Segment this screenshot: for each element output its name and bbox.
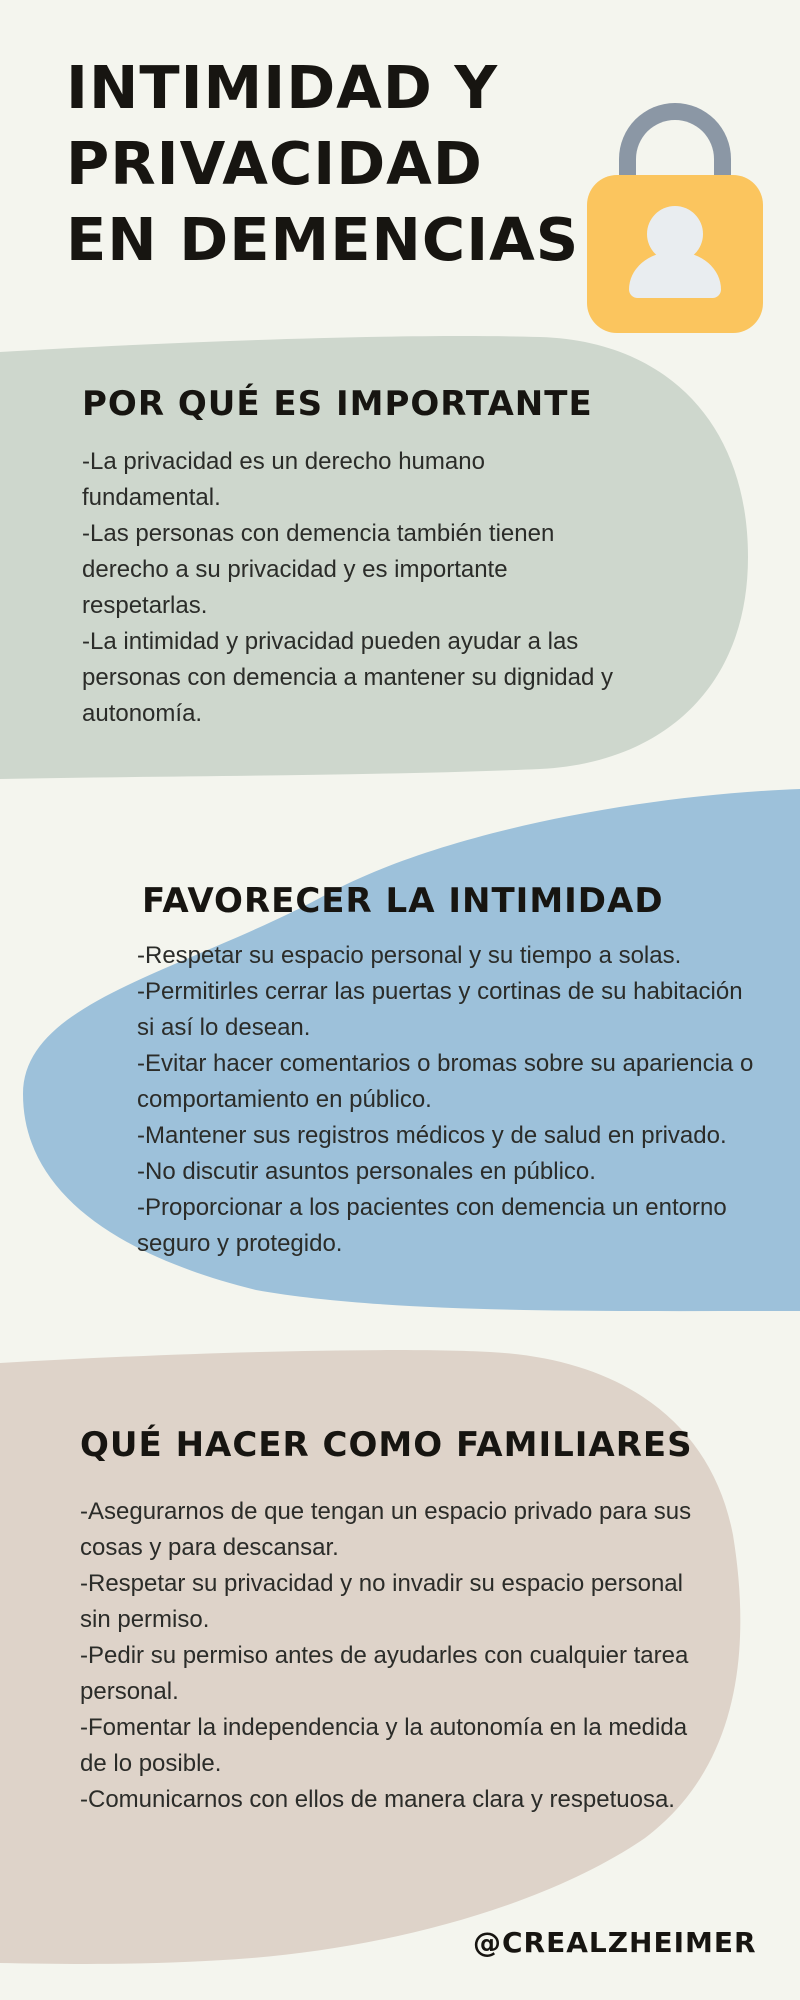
bullet-item: -Respetar su privacidad y no invadir su espacio personal sin permiso. bbox=[80, 1570, 683, 1633]
page-title-line: EN DEMENCIAS bbox=[66, 205, 580, 274]
section-bullets-importance bbox=[82, 444, 627, 732]
page-title-line: INTIMIDAD Y bbox=[66, 53, 499, 122]
section-heading-importance: POR QUÉ ES IMPORTANTE bbox=[82, 384, 593, 424]
bullet-item: -Fomentar la independencia y la autonomía en la medida de lo posible. bbox=[80, 1714, 688, 1777]
bullet-item: -Proporcionar a los pacientes con demencia un entorno seguro y protegido. bbox=[137, 1194, 727, 1257]
bullet-item: -Respetar su espacio personal y su tiempo a solas. bbox=[137, 942, 682, 969]
bullet-item: -Las personas con demencia también tienen derecho a su privacidad y es importante respetarlas. bbox=[82, 520, 555, 619]
bullet-item: -La privacidad es un derecho humano fundamental. bbox=[82, 448, 485, 511]
section-bullets-family bbox=[80, 1494, 715, 1818]
page-title bbox=[66, 50, 579, 278]
social-handle: @CREALZHEIMER bbox=[473, 1926, 757, 1959]
bullet-item: -Permitirles cerrar las puertas y cortinas de su habitación si así lo desean. bbox=[137, 978, 743, 1041]
section-heading-family: QUÉ HACER COMO FAMILIARES bbox=[80, 1425, 693, 1465]
bullet-item: -No discutir asuntos personales en público. bbox=[137, 1158, 596, 1185]
section-heading-intimacy: FAVORECER LA INTIMIDAD bbox=[142, 881, 664, 921]
bullet-item: -Mantener sus registros médicos y de salud en privado. bbox=[137, 1122, 727, 1149]
page-title-line: PRIVACIDAD bbox=[66, 129, 483, 198]
section-bullets-intimacy bbox=[137, 938, 757, 1262]
bullet-item: -Asegurarnos de que tengan un espacio privado para sus cosas y para descansar. bbox=[80, 1498, 692, 1561]
bullet-item: -Evitar hacer comentarios o bromas sobre su apariencia o comportamiento en público. bbox=[137, 1050, 754, 1113]
bullet-item: -La intimidad y privacidad pueden ayudar a las personas con demencia a mantener su dignidad y autonomía. bbox=[82, 628, 613, 727]
bullet-item: -Comunicarnos con ellos de manera clara y respetuosa. bbox=[80, 1786, 675, 1813]
bullet-item: -Pedir su permiso antes de ayudarles con cualquier tarea personal. bbox=[80, 1642, 689, 1705]
